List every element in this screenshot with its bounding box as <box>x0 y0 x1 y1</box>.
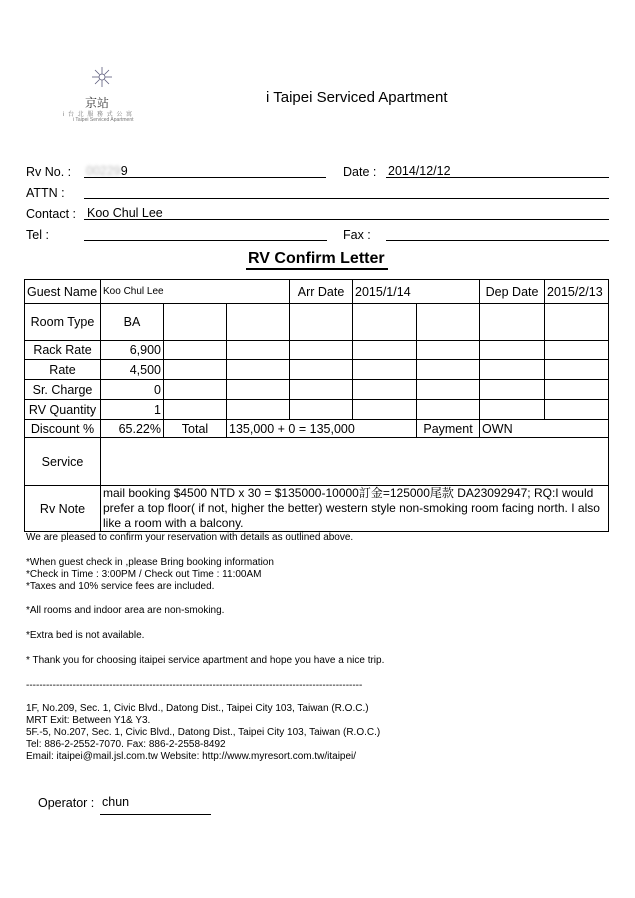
service-label: Service <box>25 438 101 486</box>
sr-charge-cell <box>227 380 290 400</box>
rv-quantity-cell <box>480 400 545 420</box>
logo-subtitle-en: i Taipei Serviced Apartment <box>73 117 134 123</box>
rv-quantity-cell <box>164 400 227 420</box>
rv-no-visible: 9 <box>120 164 128 178</box>
address-line-5: Email: itaipei@mail.jsl.com.tw Website: http://www.myresort.com.tw/itaipei/ <box>26 751 357 762</box>
sr-charge-cell <box>480 380 545 400</box>
rv-no-underline <box>84 176 326 178</box>
attn-underline <box>84 197 609 199</box>
address-line-1: 1F, No.209, Sec. 1, Civic Blvd., Datong Dist., Taipei City 103, Taiwan (R.O.C.) <box>26 703 369 714</box>
page-title: i Taipei Serviced Apartment <box>266 89 448 106</box>
flower-logo-icon <box>91 66 113 88</box>
confirm-note: We are pleased to confirm your reservation with details as outlined above. <box>26 532 354 543</box>
extra-bed-note: *Extra bed is not available. <box>26 630 145 641</box>
attn-label: ATTN : <box>26 186 65 200</box>
rv-note-label: Rv Note <box>25 486 101 532</box>
rate-cell <box>353 360 417 380</box>
guest-name-label: Guest Name <box>25 280 101 304</box>
letter-title: RV Confirm Letter <box>248 250 385 267</box>
address-line-3: 5F.-5, No.207, Sec. 1, Civic Blvd., Datong Dist., Taipei City 103, Taiwan (R.O.C.) <box>26 727 381 738</box>
rv-quantity-cell <box>290 400 353 420</box>
rate-cell <box>290 360 353 380</box>
company-logo <box>55 66 145 124</box>
tel-label: Tel : <box>26 228 49 242</box>
rate-cell <box>417 360 480 380</box>
fax-underline <box>386 239 609 241</box>
fax-label: Fax : <box>343 228 371 242</box>
rack-rate-cell <box>353 341 417 360</box>
operator-underline <box>100 813 211 815</box>
rv-quantity-value: 1 <box>101 400 164 420</box>
table-row-guest <box>25 280 609 304</box>
rate-cell <box>545 360 609 380</box>
date-label: Date : <box>343 165 377 179</box>
room-type-cell <box>164 304 227 341</box>
rack-rate-cell <box>164 341 227 360</box>
sr-charge-cell <box>164 380 227 400</box>
rack-rate-cell <box>480 341 545 360</box>
room-type-cell <box>417 304 480 341</box>
sr-charge-cell <box>353 380 417 400</box>
taxes-note: *Taxes and 10% service fees are included. <box>26 581 215 592</box>
checkin-time-note: *Check in Time : 3:00PM / Check out Time : 11:00AM <box>26 569 262 580</box>
arr-date-value: 2015/1/14 <box>353 280 480 304</box>
total-label: Total <box>164 420 227 438</box>
address-line-4: Tel: 886-2-2552-7070. Fax: 886-2-2558-8492 <box>26 739 226 750</box>
dep-date-label: Dep Date <box>480 280 545 304</box>
table-row-rack-rate <box>25 341 609 360</box>
total-value: 135,000 + 0 = 135,000 <box>227 420 417 438</box>
rv-no-label: Rv No. : <box>26 165 72 179</box>
sr-charge-cell <box>545 380 609 400</box>
table-row-rv-quantity <box>25 400 609 420</box>
room-type-cell <box>290 304 353 341</box>
table-row-rv-note <box>25 486 609 532</box>
date-value: 2014/12/12 <box>388 164 451 178</box>
table-row-discount <box>25 420 609 438</box>
table-row-sr-charge <box>25 380 609 400</box>
sr-charge-cell <box>417 380 480 400</box>
operator-label: Operator : <box>38 796 95 810</box>
sr-charge-label: Sr. Charge <box>25 380 101 400</box>
table-row-service <box>25 438 609 486</box>
room-type-label: Room Type <box>25 304 101 341</box>
room-type-cell <box>227 304 290 341</box>
rack-rate-cell <box>227 341 290 360</box>
address-line-2: MRT Exit: Between Y1& Y3. <box>26 715 151 726</box>
operator-value: chun <box>102 795 130 809</box>
rate-cell <box>164 360 227 380</box>
rate-cell <box>227 360 290 380</box>
table-row-rate <box>25 360 609 380</box>
letter-title-underline <box>246 268 388 270</box>
rv-quantity-cell <box>545 400 609 420</box>
date-underline <box>386 176 609 178</box>
rv-note-value: mail booking $4500 NTD x 30 = $135000-10000訂金=125000尾款 DA23092947; RQ:I would prefer a top floor( if not, higher the better) western style non-smoking room facing north. I also like a room with a balcony. <box>101 486 609 532</box>
room-type-cell <box>480 304 545 341</box>
payment-value: OWN <box>480 420 609 438</box>
room-type-cell <box>545 304 609 341</box>
logo-chinese-text: 京站 <box>85 96 110 110</box>
discount-value: 65.22% <box>101 420 164 438</box>
contact-label: Contact : <box>26 207 77 221</box>
rack-rate-value: 6,900 <box>101 341 164 360</box>
room-type-cell <box>353 304 417 341</box>
rate-cell <box>480 360 545 380</box>
dep-date-value: 2015/2/13 <box>545 280 609 304</box>
room-type-value: BA <box>101 304 164 341</box>
rv-quantity-cell <box>353 400 417 420</box>
rv-quantity-cell <box>417 400 480 420</box>
reservation-table <box>24 279 609 532</box>
rack-rate-cell <box>545 341 609 360</box>
rack-rate-cell <box>290 341 353 360</box>
contact-value: Koo Chul Lee <box>87 206 163 220</box>
rv-quantity-label: RV Quantity <box>25 400 101 420</box>
sr-charge-cell <box>290 380 353 400</box>
nonsmoking-note: *All rooms and indoor area are non-smoking. <box>26 605 225 616</box>
logo-subtitle-cn: i 台 北 服 務 式 公 寓 <box>63 112 134 118</box>
contact-underline <box>84 218 609 220</box>
checkin-info-note: *When guest check in ,please Bring booking information <box>26 557 274 568</box>
rack-rate-label: Rack Rate <box>25 341 101 360</box>
rate-value: 4,500 <box>101 360 164 380</box>
table-row-room-type <box>25 304 609 341</box>
discount-label: Discount % <box>25 420 101 438</box>
tel-underline <box>84 239 327 241</box>
arr-date-label: Arr Date <box>290 280 353 304</box>
rv-quantity-cell <box>227 400 290 420</box>
rate-label: Rate <box>25 360 101 380</box>
payment-label: Payment <box>417 420 480 438</box>
sr-charge-value: 0 <box>101 380 164 400</box>
rack-rate-cell <box>417 341 480 360</box>
divider-line: ----------------------------------------------------------------------------------------------------- <box>26 680 363 691</box>
service-value <box>101 438 609 486</box>
rv-no-hidden: 00229 <box>86 164 121 178</box>
guest-name-value: Koo Chul Lee <box>101 280 290 304</box>
thanks-note: * Thank you for choosing itaipei service apartment and hope you have a nice trip. <box>26 655 385 666</box>
